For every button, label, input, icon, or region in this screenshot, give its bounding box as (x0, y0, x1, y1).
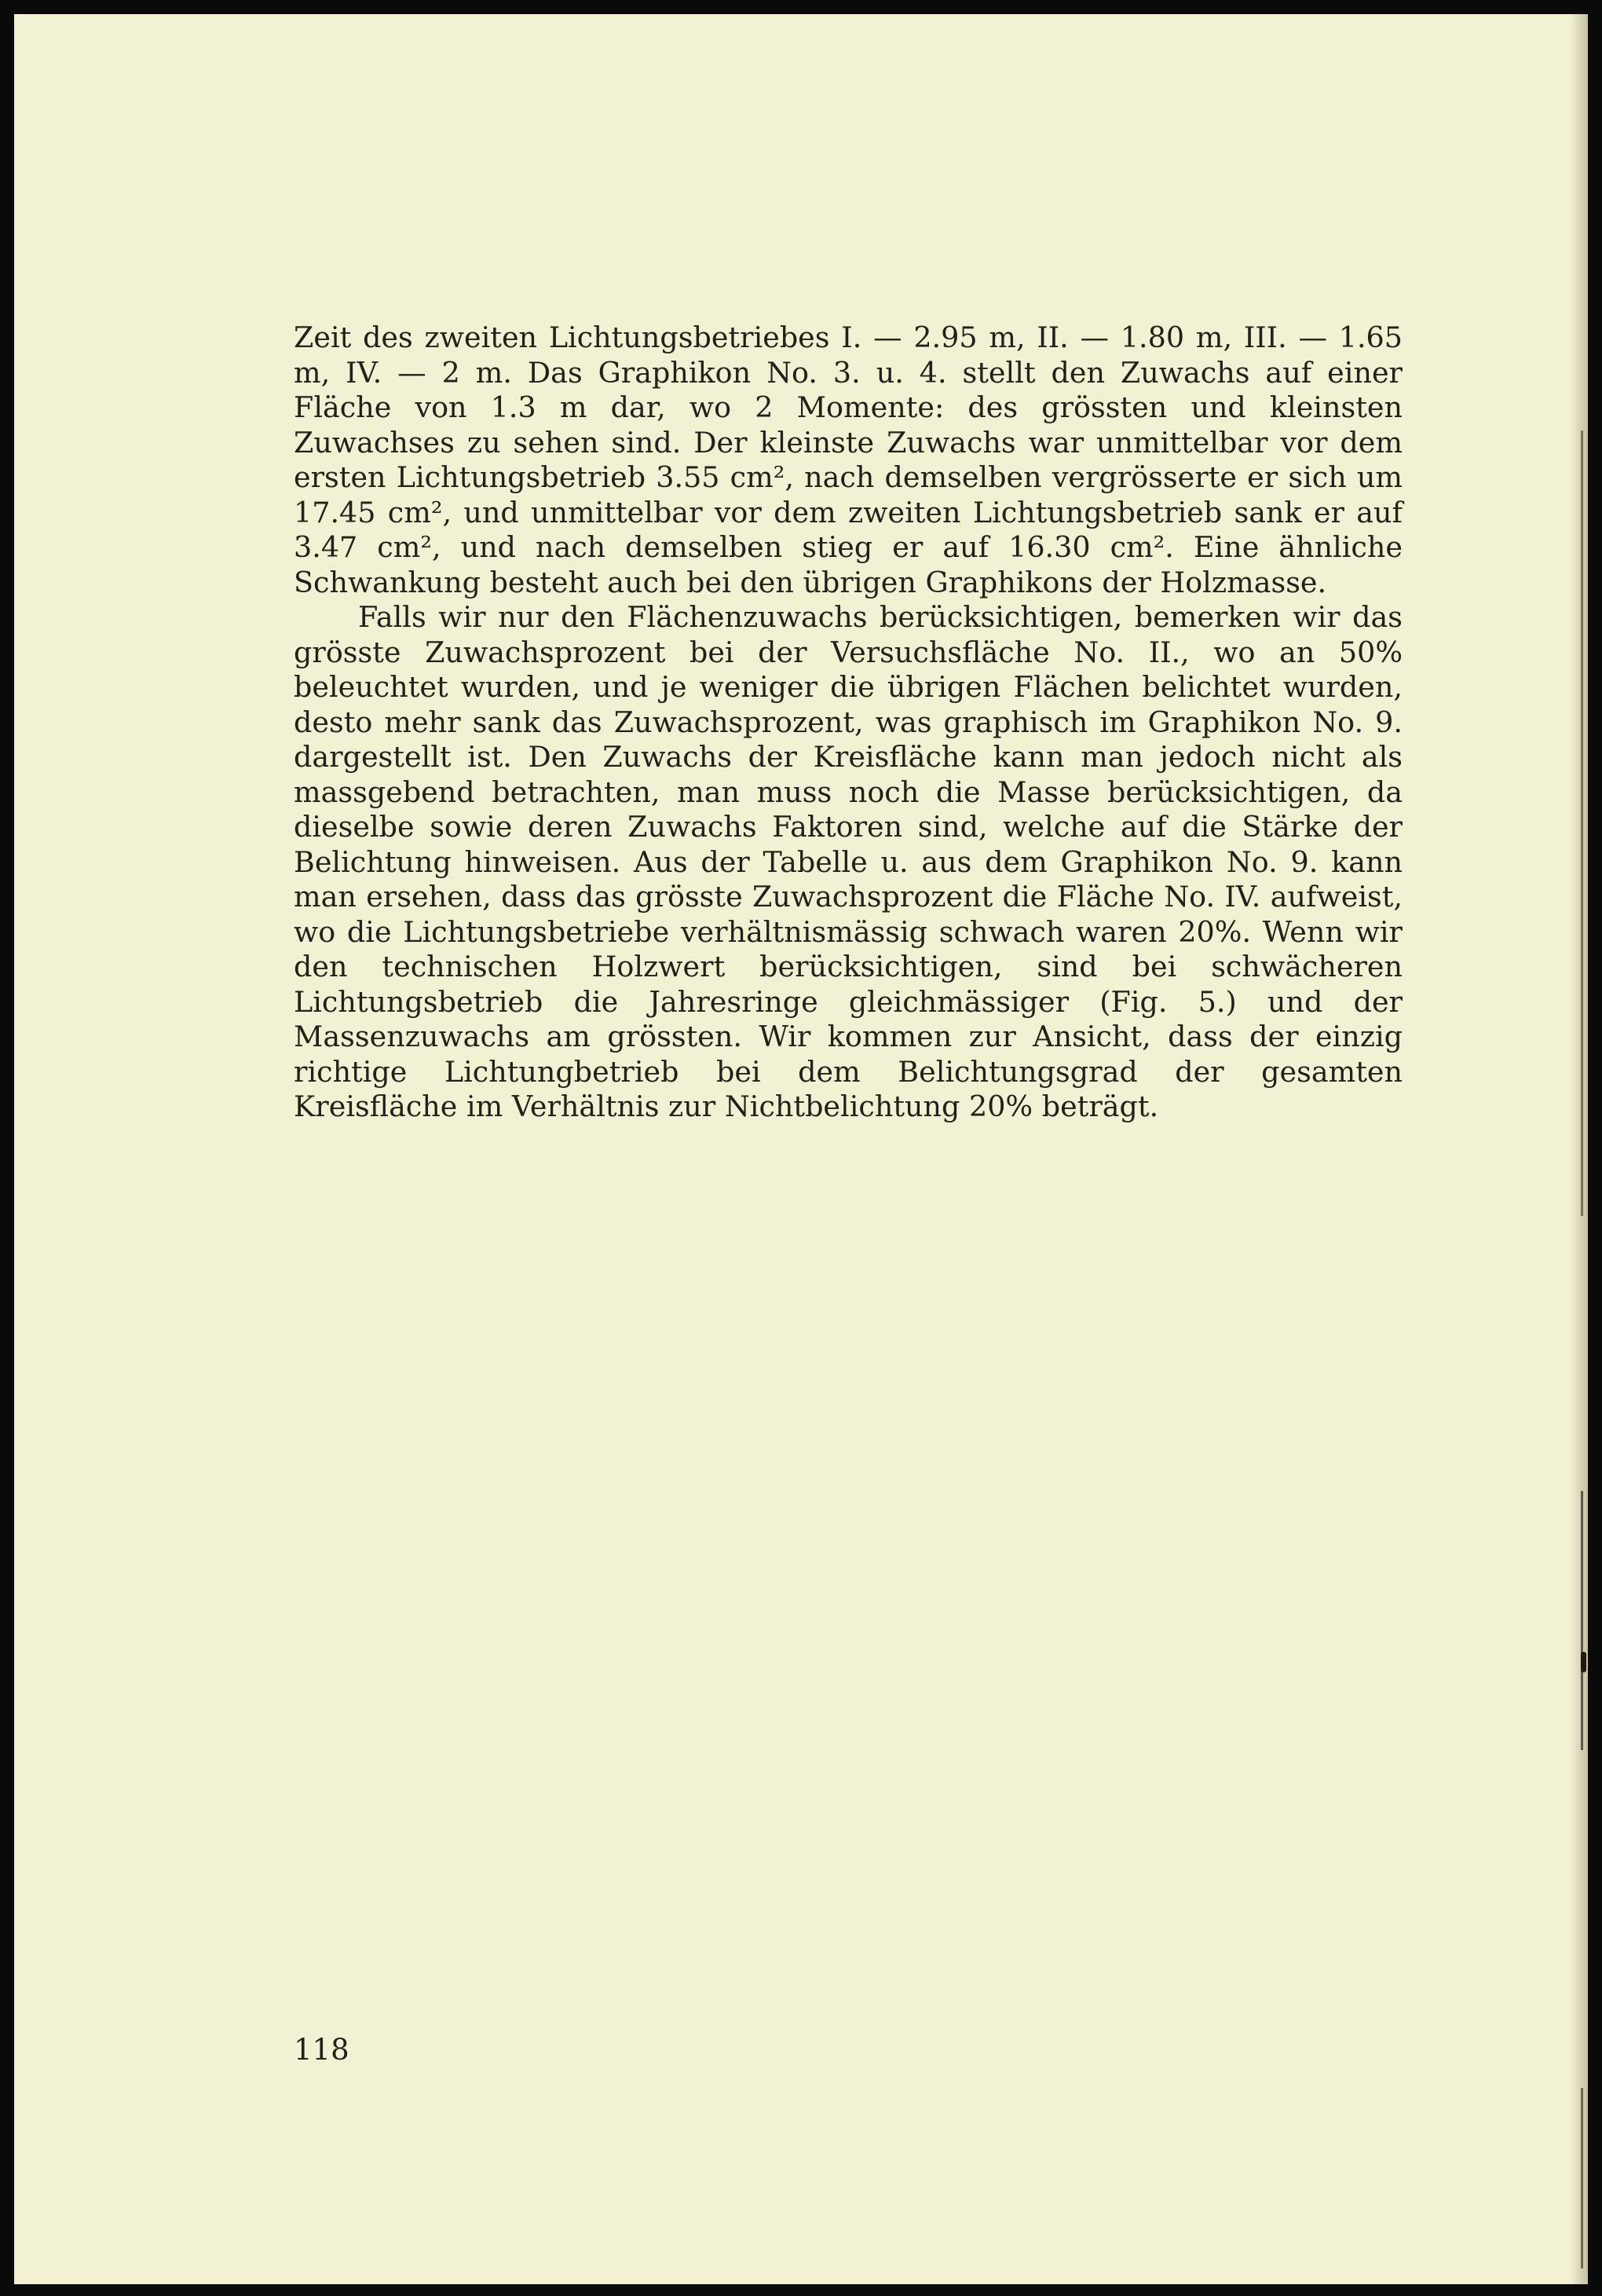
page-edge-line (1581, 1491, 1583, 1750)
page-edge-shadow (1571, 14, 1588, 2284)
paragraph: Falls wir nur den Flächenzuwachs berücksichtigen, bemerken wir das grösste Zuwachsprozent bei der Versuchsfläche No. II., wo an 50% beleuchtet wurden, und je weniger die übrigen Flächen belichtet wurden, desto mehr sank das Zuwachsprozent, was graphisch im Graphikon No. 9. dargestellt ist. Den Zuwachs der Kreisfläche kann man jedoch nicht als massgebend betrachten, man muss noch die Masse berücksichtigen, da dieselbe sowie deren Zuwachs Faktoren sind, welche auf die Stärke der Belichtung hinweisen. Aus der Tabelle u. aus dem Graphikon No. 9. kann man ersehen, dass das grösste Zuwachsprozent die Fläche No. IV. aufweist, wo die Lichtungsbetriebe verhältnismässig schwach waren 20%. Wenn wir den technischen Holzwert berücksichtigen, sind bei schwächeren Lichtungsbetrieb die Jahresringe gleichmässiger (Fig. 5.) und der Massenzuwachs am grössten. Wir kommen zur Ansicht, dass der einzig richtige Lichtungbetrieb bei dem Belichtungsgrad der gesamten Kreisfläche im Verhältnis zur Nichtbelichtung 20% beträgt. (294, 600, 1403, 1123)
page-edge-line (1581, 2088, 1583, 2269)
book-page (14, 14, 1588, 2284)
body-text (294, 320, 1403, 1125)
page-number: 118 (294, 2033, 349, 2067)
page-edge-line (1581, 430, 1583, 1216)
page-edge-mark (1581, 1652, 1586, 1672)
paragraph-continuation: Zeit des zweiten Lichtungsbetriebes I. — 2.95 m, II. — 1.80 m, III. — 1.65 m, IV. — 2 m. Das Graphikon No. 3. u. 4. stellt den Zuwachs auf einer Fläche von 1.3 m dar, wo 2 Momente: des grössten und kleinsten Zuwachses zu sehen sind. Der kleinste Zuwachs war unmittelbar vor dem ersten Lichtungsbetrieb 3.55 cm², nach demselben vergrösserte er sich um 17.45 cm², und unmittelbar vor dem zweiten Lichtungsbetrieb sank er auf 3.47 cm², und nach demselben stieg er auf 16.30 cm². Eine ähnliche Schwankung besteht auch bei den übrigen Graphikons der Holzmasse. (294, 320, 1403, 599)
